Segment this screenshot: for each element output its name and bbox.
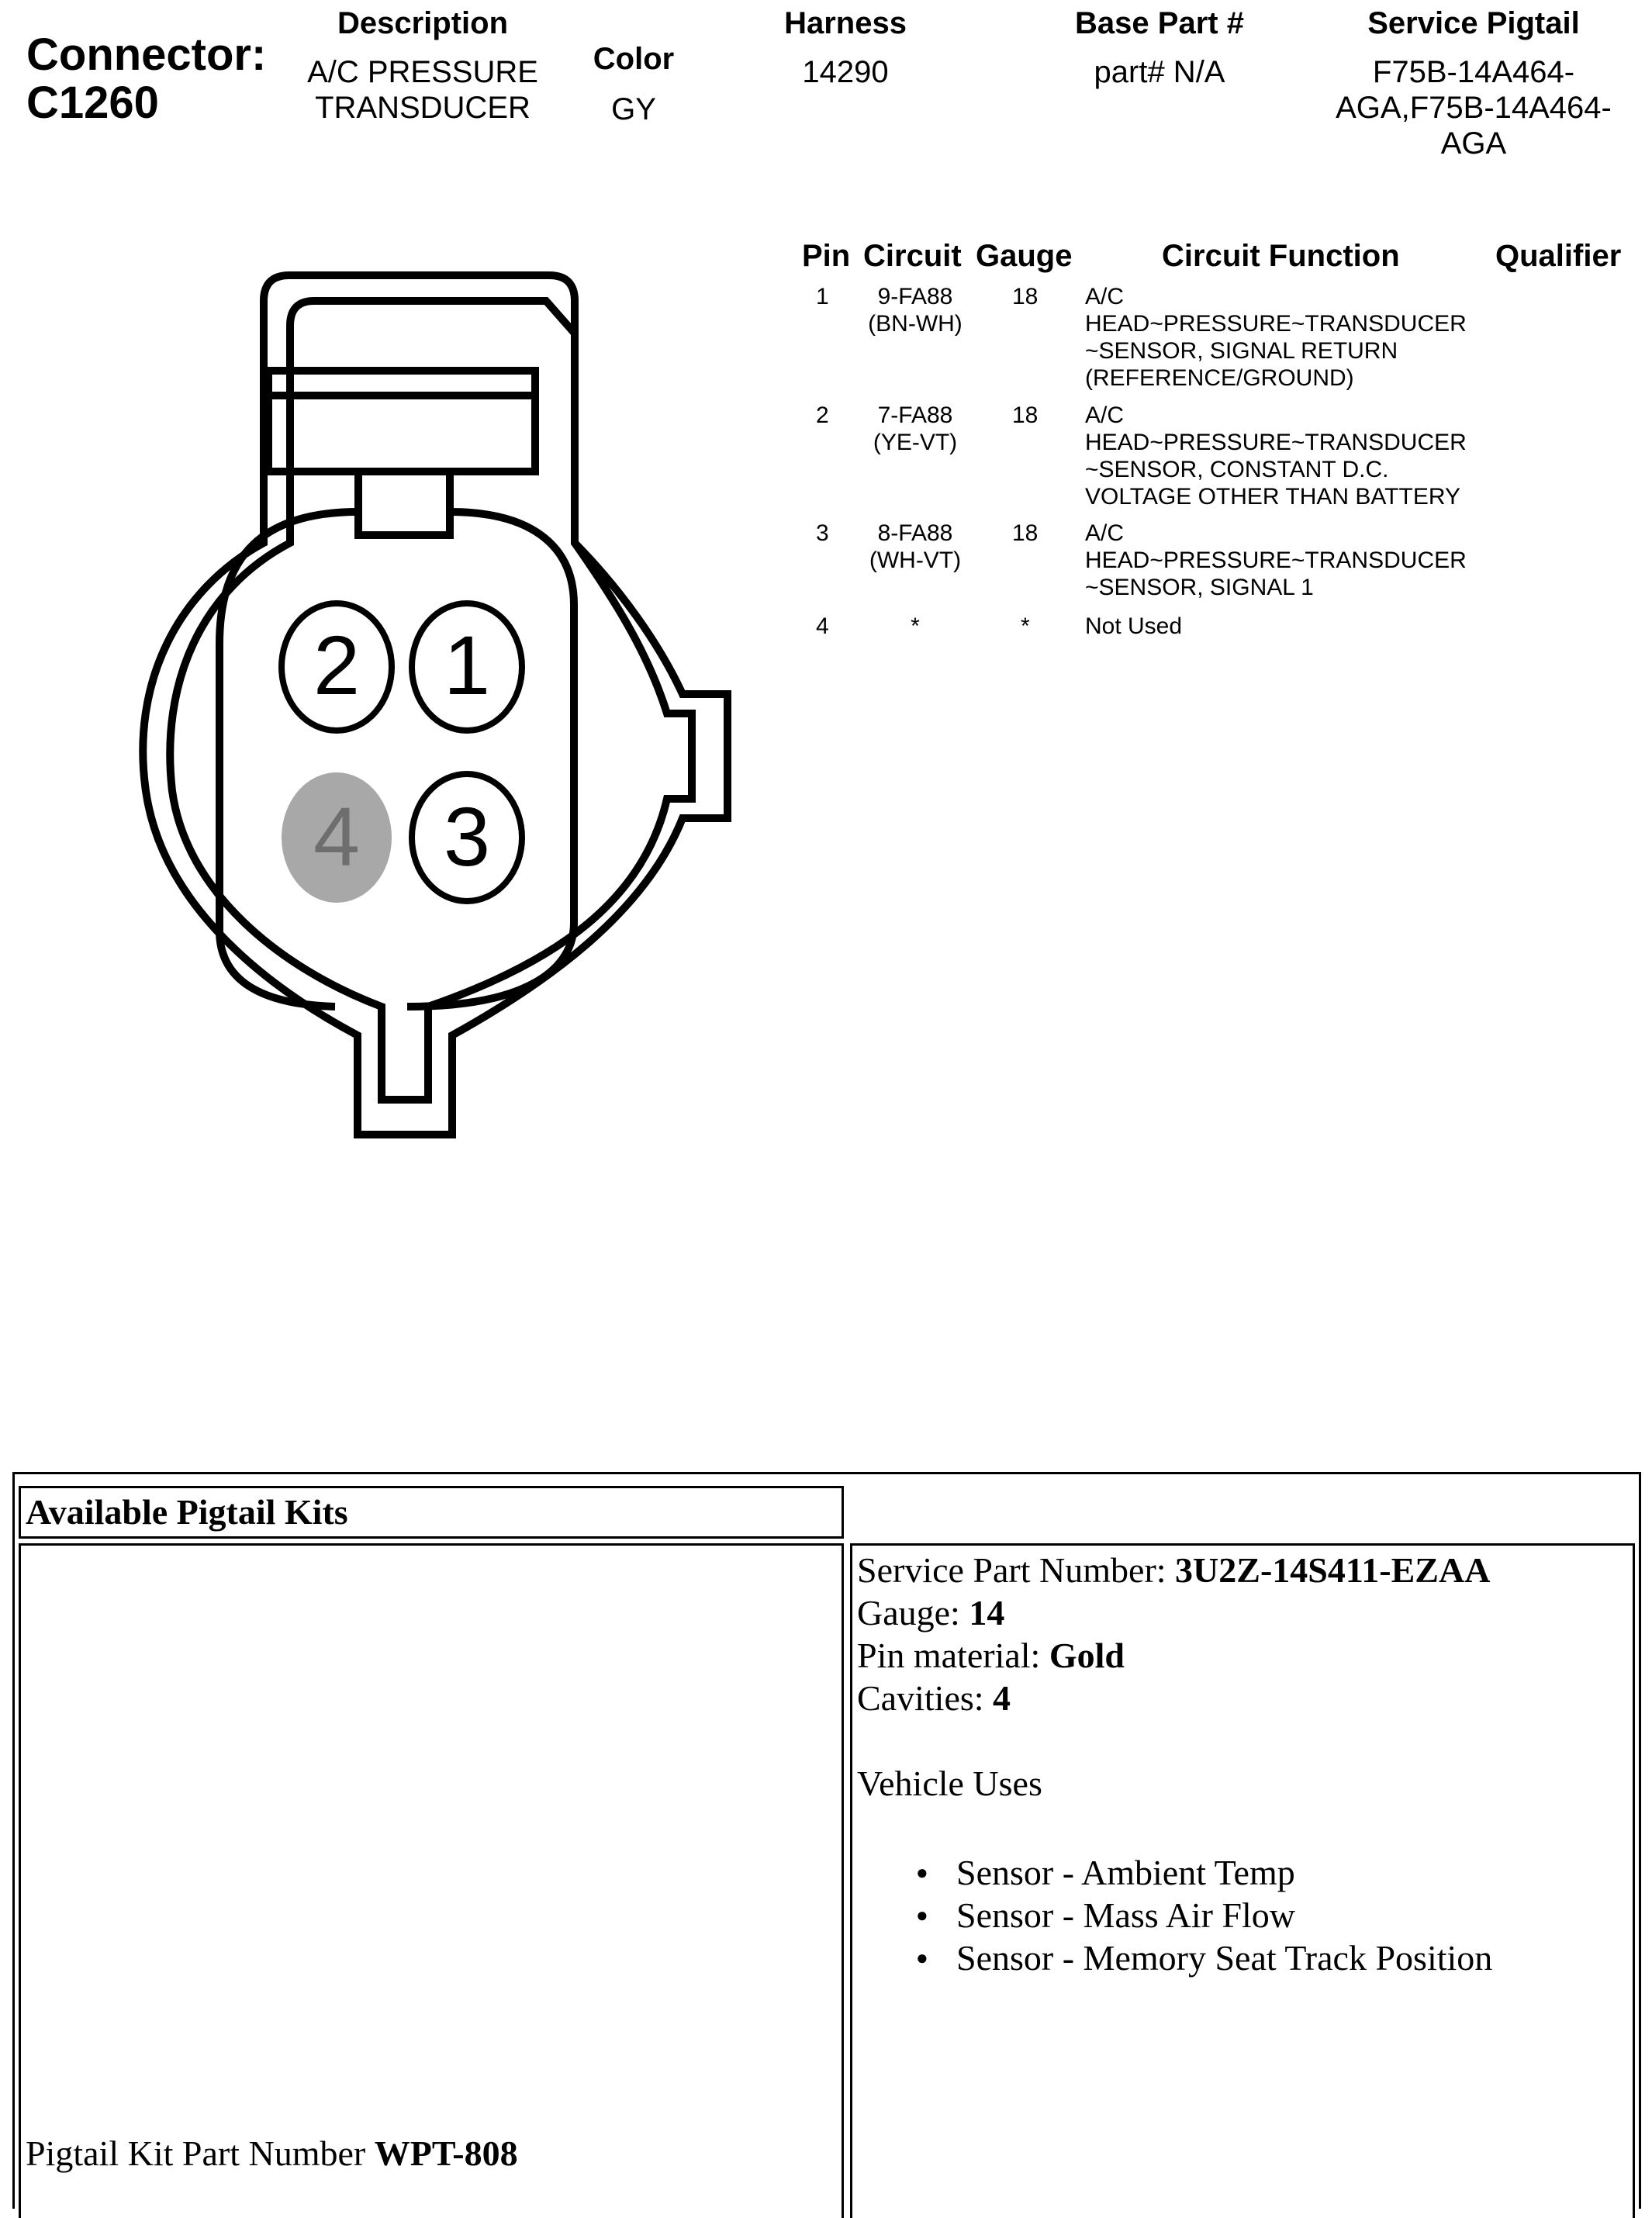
pin-material-label: Pin material: (857, 1636, 1049, 1675)
function-cell (1085, 520, 1467, 601)
gauge-line (857, 1591, 1492, 1634)
service-part-value: 3U2Z-14S411-EZAA (1175, 1550, 1491, 1590)
function-line: HEAD~PRESSURE~TRANSDUCER (1085, 311, 1467, 337)
gauge-value: 14 (969, 1593, 1005, 1632)
base-part-value: part# N/A (1094, 55, 1225, 89)
gauge-cell: 18 (1012, 284, 1039, 309)
pigtail-line: AGA,F75B-14A464- (1336, 91, 1612, 125)
gauge-cell: 18 (1012, 520, 1039, 546)
circuit-id: 7-FA88 (877, 402, 953, 428)
function-line: (REFERENCE/GROUND) (1085, 365, 1354, 391)
cavities-value: 4 (993, 1678, 1011, 1718)
cavity-4-unused (282, 772, 392, 903)
gauge-cell: * (1021, 613, 1030, 639)
circuit-cell: * (911, 613, 920, 639)
kit-part-label: Pigtail Kit Part Number (26, 2133, 375, 2173)
kit-part-number (26, 2132, 518, 2175)
gauge-label: Gauge: (857, 1593, 969, 1632)
circuit-cell (853, 402, 977, 456)
pin-header: Pin (802, 239, 851, 273)
circuit-id: 8-FA88 (877, 520, 953, 546)
circuit-cell (853, 520, 977, 574)
vehicle-uses-label: Vehicle Uses (857, 1764, 1042, 1803)
function-cell (1085, 283, 1467, 392)
circuit-function-header: Circuit Function (1162, 239, 1400, 273)
gauge-cell: 18 (1012, 402, 1039, 428)
pigtail-line: F75B-14A464- (1372, 55, 1575, 89)
pigtail-line: AGA (1440, 126, 1507, 161)
cavity-2-label: 2 (313, 618, 361, 712)
function-line: A/C (1085, 284, 1125, 309)
gauge-header: Gauge (976, 239, 1073, 273)
connector-label: Connector: (26, 29, 267, 80)
cavity-4-label: 4 (313, 789, 361, 883)
connector-id: C1260 (26, 78, 159, 128)
connector-face-diagram (116, 264, 752, 1156)
wire-color: (BN-WH) (868, 311, 963, 337)
cavity-3 (412, 774, 522, 901)
header-spacer-cell (850, 1486, 1635, 1539)
description-label: Description (337, 6, 509, 40)
kit-details (857, 1549, 1492, 1979)
function-line: ~SENSOR, SIGNAL 1 (1085, 575, 1314, 600)
circuit-header: Circuit (863, 239, 962, 273)
circuit-cell (853, 283, 977, 337)
description-line: TRANSDUCER (315, 91, 531, 125)
cavities-line (857, 1677, 1492, 1719)
vehicle-uses-list (916, 1851, 1492, 1979)
cavity-1 (412, 603, 522, 731)
service-part-line (857, 1549, 1492, 1591)
function-line: ~SENSOR, SIGNAL RETURN (1085, 338, 1398, 364)
description-line: A/C PRESSURE (307, 55, 538, 89)
connector-heading (26, 31, 266, 127)
kit-image-cell (19, 1543, 844, 2218)
pin-material-value: Gold (1049, 1636, 1125, 1675)
function-line: ~SENSOR, CONSTANT D.C. (1085, 457, 1389, 482)
harness-value: 14290 (802, 55, 889, 89)
color-column (566, 42, 701, 127)
color-value: GY (611, 92, 656, 126)
kit-part-value: WPT-808 (374, 2133, 518, 2173)
wire-color: (WH-VT) (869, 548, 962, 573)
pin-material-line (857, 1634, 1492, 1677)
harness-label: Harness (784, 6, 907, 40)
terminal-insert (219, 512, 574, 1007)
harness-column (745, 6, 946, 90)
service-part-label: Service Part Number: (857, 1550, 1176, 1590)
service-pigtail-label: Service Pigtail (1367, 6, 1580, 40)
function-line: VOLTAGE OTHER THAN BATTERY (1085, 484, 1460, 510)
latch-bar (268, 371, 535, 472)
cavity-2 (282, 603, 392, 731)
pin-number: 4 (816, 613, 829, 639)
pin-number: 1 (816, 284, 829, 309)
cavity-1-label: 1 (443, 618, 491, 712)
function-line: HEAD~PRESSURE~TRANSDUCER (1085, 430, 1467, 455)
list-item: ● Sensor - Mass Air Flow (916, 1894, 1492, 1936)
service-pigtail-column (1318, 6, 1629, 161)
cavities-label: Cavities: (857, 1678, 994, 1718)
wire-color: (YE-VT) (873, 430, 958, 455)
base-part-label: Base Part # (1075, 6, 1244, 40)
base-part-column (1032, 6, 1287, 90)
cavity-3-label: 3 (443, 789, 491, 883)
color-label: Color (593, 42, 675, 76)
pin-number: 2 (816, 402, 829, 428)
list-item: ● Sensor - Ambient Temp (916, 1851, 1492, 1894)
function-line: A/C (1085, 520, 1125, 546)
description-value (289, 54, 557, 126)
pigtail-kits-title: Available Pigtail Kits (26, 1492, 348, 1532)
qualifier-header: Qualifier (1495, 239, 1622, 273)
function-cell: Not Used (1085, 613, 1183, 639)
function-line: HEAD~PRESSURE~TRANSDUCER (1085, 548, 1467, 573)
latch-tab (358, 473, 450, 535)
function-cell (1085, 402, 1467, 510)
function-line: A/C (1085, 402, 1125, 428)
pin-number: 3 (816, 520, 829, 546)
description-column (289, 6, 557, 126)
pigtail-kits-title-cell (19, 1486, 844, 1539)
service-pigtail-value (1318, 54, 1629, 161)
list-item: ● Sensor - Memory Seat Track Position (916, 1936, 1492, 1979)
circuit-id: 9-FA88 (877, 284, 953, 309)
kit-details-cell (850, 1543, 1635, 2218)
